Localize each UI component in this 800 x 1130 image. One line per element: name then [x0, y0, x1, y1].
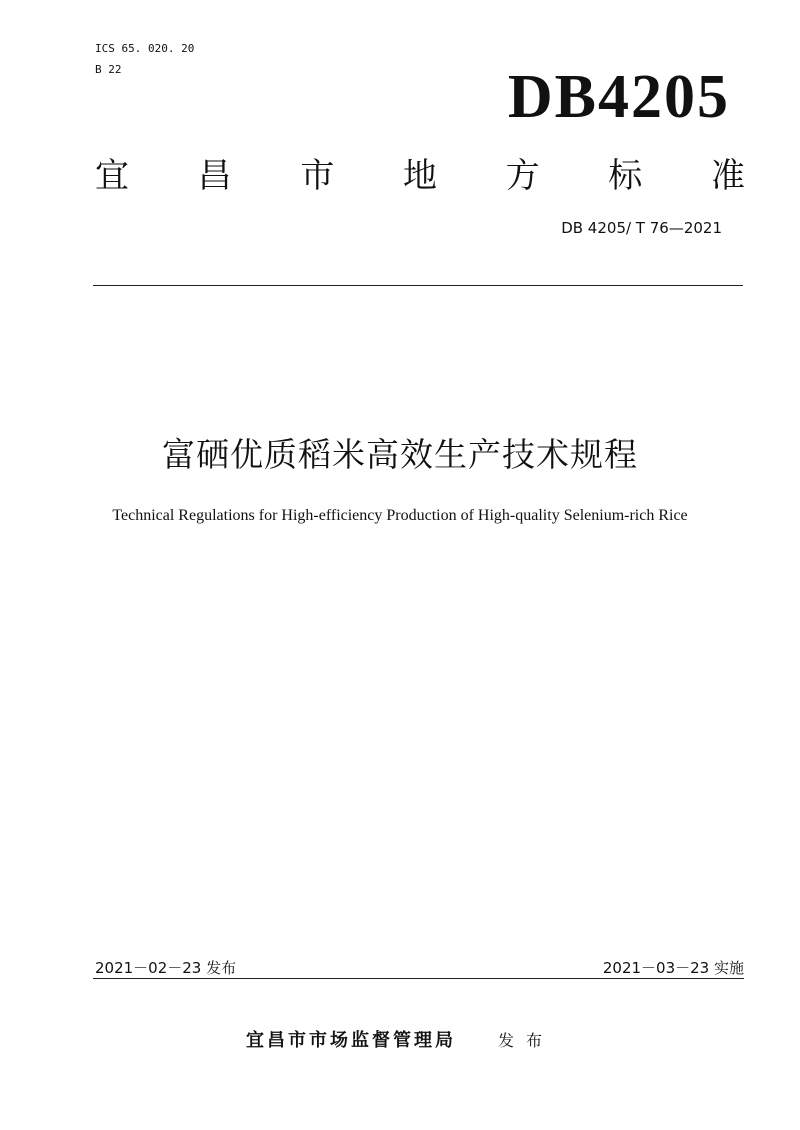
issuing-authority: 宜昌市市场监督管理局 [245, 1030, 456, 1051]
standard-code-heading: DB4205 [507, 63, 730, 131]
standard-type-char: 准 [710, 156, 745, 196]
footer-divider [93, 978, 744, 979]
ccs-classification: B 22 [95, 63, 122, 76]
document-title-english: Technical Regulations for High-efficiency Production of High-quality Selenium-rich Rice [112, 507, 688, 524]
standard-type-heading [95, 152, 745, 200]
standard-type-char: 标 [608, 156, 643, 196]
standard-type-char: 方 [505, 156, 540, 196]
document-title-chinese: 富硒优质稻米高效生产技术规程 [162, 435, 638, 474]
standard-type-char: 市 [300, 156, 335, 196]
implementation-date: 2021－03－23 实施 [602, 959, 744, 977]
issuer-line [0, 1028, 800, 1054]
standard-type-char: 地 [402, 156, 437, 196]
issue-date: 2021－02－23 发布 [95, 959, 237, 977]
standard-type-char: 昌 [197, 156, 232, 196]
header-divider [93, 285, 743, 286]
standard-type-char: 宜 [95, 156, 129, 196]
standard-number: DB 4205/ T 76—2021 [561, 219, 722, 237]
ics-classification: ICS 65. 020. 20 [95, 42, 195, 55]
issue-action: 发布 [497, 1031, 554, 1050]
